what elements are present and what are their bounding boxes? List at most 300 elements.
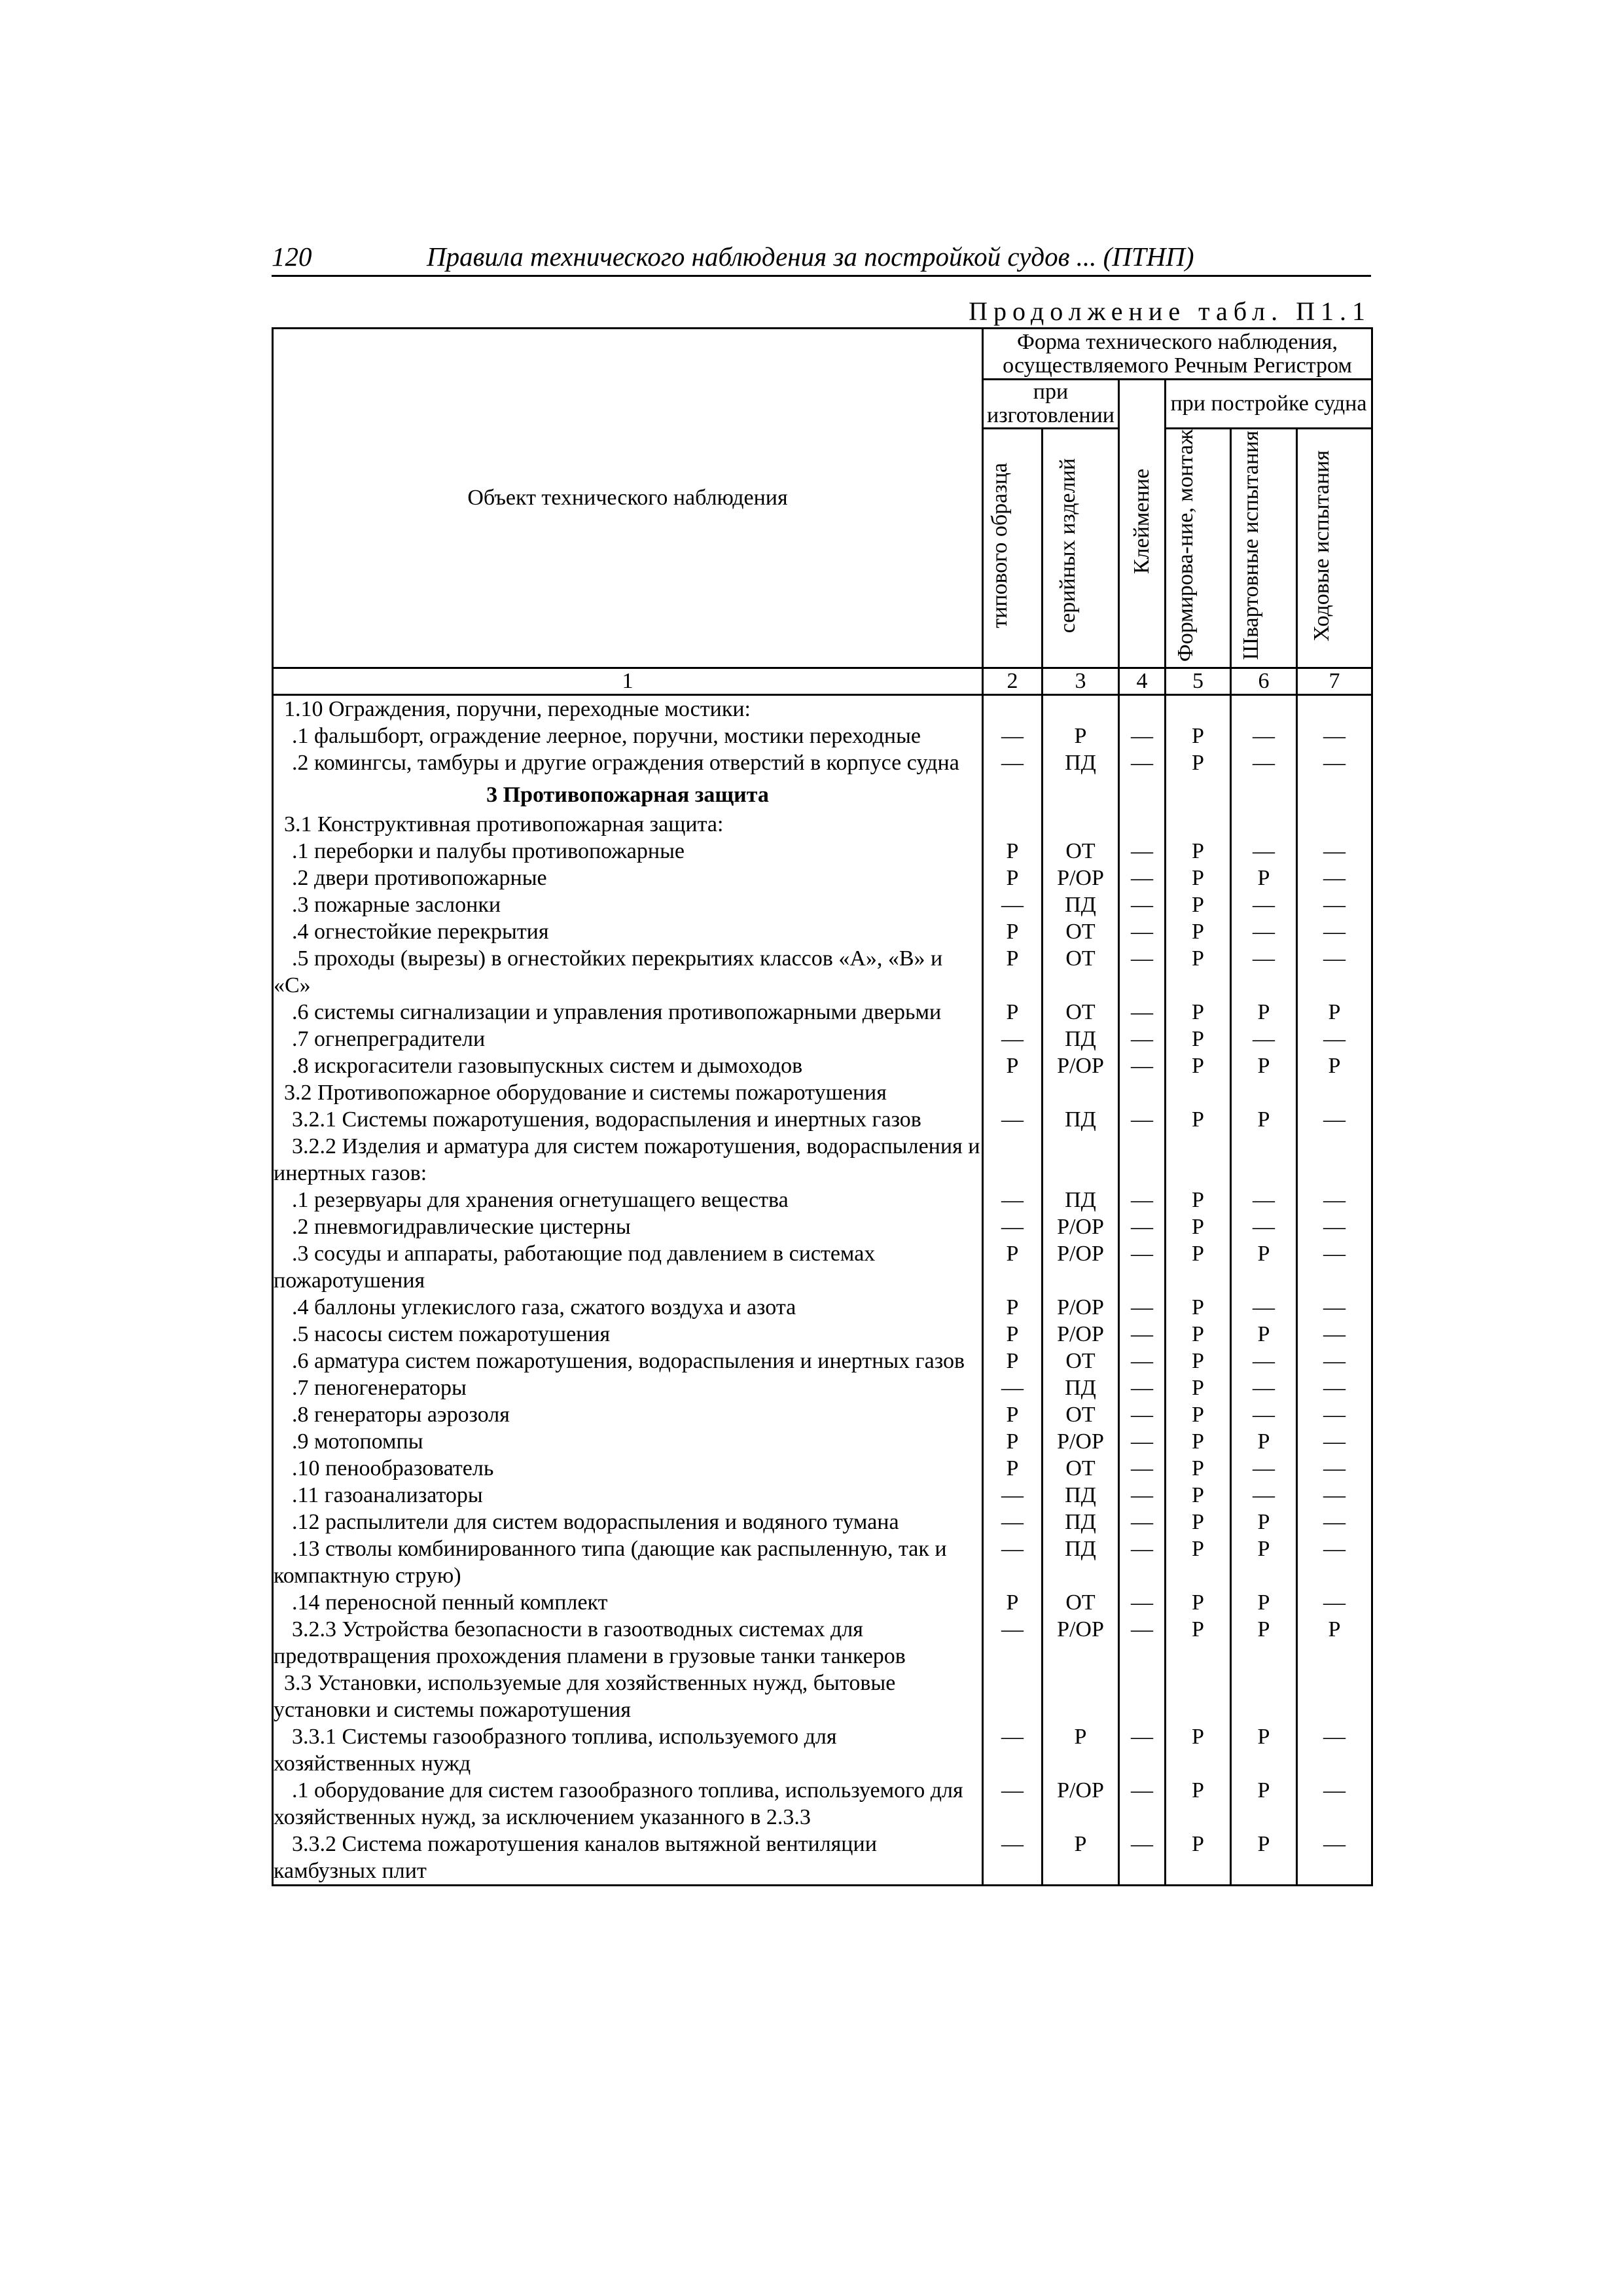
value-cell: Р bbox=[1297, 1616, 1372, 1670]
column-number: 7 bbox=[1297, 668, 1372, 695]
value-cell: — bbox=[1297, 1240, 1372, 1294]
value-cell: Р bbox=[1231, 1321, 1297, 1348]
object-cell: .2 двери противопожарные bbox=[273, 865, 983, 891]
column-number: 6 bbox=[1231, 668, 1297, 695]
table-row bbox=[273, 1777, 1372, 1831]
table-row bbox=[273, 945, 1372, 999]
value-cell: Р bbox=[1231, 1509, 1297, 1535]
object-cell: .5 проходы (вырезы) в огнестойких перекрытиях классов «А», «В» и «С» bbox=[273, 945, 983, 999]
value-cell: — bbox=[1231, 1455, 1297, 1482]
table-row bbox=[273, 749, 1372, 776]
value-cell: — bbox=[1119, 891, 1166, 918]
value-cell: — bbox=[1231, 723, 1297, 749]
object-cell: .10 пенообразователь bbox=[273, 1455, 983, 1482]
value-cell: Р bbox=[1166, 891, 1231, 918]
value-cell bbox=[983, 811, 1043, 838]
value-cell: Р bbox=[1166, 1831, 1231, 1886]
table-continuation-label: Продолжение табл. П1.1 bbox=[969, 296, 1371, 326]
object-cell: .12 распылители для систем водораспыления и водяного тумана bbox=[273, 1509, 983, 1535]
value-cell: — bbox=[1297, 1535, 1372, 1589]
value-cell bbox=[1166, 811, 1231, 838]
value-cell bbox=[1297, 776, 1372, 811]
object-cell: .3 пожарные заслонки bbox=[273, 891, 983, 918]
value-cell bbox=[1043, 811, 1119, 838]
table-row bbox=[273, 1052, 1372, 1079]
value-cell: — bbox=[1297, 1348, 1372, 1374]
value-cell: Р bbox=[1166, 1052, 1231, 1079]
table-row bbox=[273, 723, 1372, 749]
value-cell: — bbox=[1231, 1374, 1297, 1401]
value-cell: Р bbox=[1043, 723, 1119, 749]
value-cell: ОТ bbox=[1043, 1348, 1119, 1374]
value-cell: — bbox=[1297, 1428, 1372, 1455]
value-cell: ПД bbox=[1043, 1509, 1119, 1535]
value-cell: Р/ОР bbox=[1043, 1240, 1119, 1294]
section-heading: 3 Противопожарная защита bbox=[273, 776, 983, 811]
value-cell: — bbox=[1231, 1026, 1297, 1052]
value-cell: — bbox=[1297, 1213, 1372, 1240]
value-cell bbox=[1043, 1079, 1119, 1106]
value-cell: Р bbox=[983, 865, 1043, 891]
value-cell: — bbox=[1297, 891, 1372, 918]
value-cell: Р bbox=[983, 1052, 1043, 1079]
value-cell: Р bbox=[1166, 918, 1231, 945]
table-row bbox=[273, 918, 1372, 945]
value-cell: Р bbox=[1166, 749, 1231, 776]
value-cell: — bbox=[1297, 1777, 1372, 1831]
value-cell: Р/ОР bbox=[1043, 1321, 1119, 1348]
value-cell: — bbox=[983, 1535, 1043, 1589]
value-cell bbox=[1119, 695, 1166, 723]
value-cell bbox=[1231, 1079, 1297, 1106]
value-cell: Р bbox=[1166, 1401, 1231, 1428]
table-row bbox=[273, 1187, 1372, 1213]
value-cell: — bbox=[983, 749, 1043, 776]
value-cell bbox=[1231, 776, 1297, 811]
value-cell: — bbox=[1297, 1723, 1372, 1777]
value-cell: Р bbox=[1166, 1321, 1231, 1348]
value-cell: — bbox=[1231, 838, 1297, 865]
value-cell: Р bbox=[1043, 1831, 1119, 1886]
value-cell: — bbox=[1231, 1294, 1297, 1321]
value-cell: Р bbox=[983, 1321, 1043, 1348]
value-cell: Р bbox=[1166, 1374, 1231, 1401]
value-cell: Р bbox=[1231, 1240, 1297, 1294]
value-cell: — bbox=[983, 1509, 1043, 1535]
value-cell: — bbox=[1119, 1482, 1166, 1509]
table-row bbox=[273, 1723, 1372, 1777]
object-cell: .1 фальшборт, ограждение леерное, поручни, мостики переходные bbox=[273, 723, 983, 749]
object-cell: .1 резервуары для хранения огнетушащего вещества bbox=[273, 1187, 983, 1213]
value-cell bbox=[1043, 776, 1119, 811]
value-cell bbox=[1297, 1133, 1372, 1187]
object-cell: .8 искрогасители газовыпускных систем и дымоходов bbox=[273, 1052, 983, 1079]
value-cell: — bbox=[1119, 1455, 1166, 1482]
object-cell: .7 огнепреградители bbox=[273, 1026, 983, 1052]
value-cell: — bbox=[1119, 865, 1166, 891]
value-cell: — bbox=[1297, 1401, 1372, 1428]
object-cell: 3.2 Противопожарное оборудование и системы пожаротушения bbox=[273, 1079, 983, 1106]
forming-column-header: Формирова-ние, монтаж bbox=[1166, 429, 1231, 668]
value-cell: — bbox=[1231, 1401, 1297, 1428]
value-cell: Р bbox=[1231, 1589, 1297, 1616]
value-cell: — bbox=[1119, 749, 1166, 776]
value-cell: — bbox=[1297, 749, 1372, 776]
table-row bbox=[273, 1240, 1372, 1294]
value-cell: — bbox=[983, 1213, 1043, 1240]
object-cell: .5 насосы систем пожаротушения bbox=[273, 1321, 983, 1348]
value-cell: — bbox=[1119, 1616, 1166, 1670]
mooring-column-header: Швартовные испытания bbox=[1231, 429, 1297, 668]
value-cell: Р bbox=[1166, 1213, 1231, 1240]
value-cell: ПД bbox=[1043, 1106, 1119, 1133]
value-cell: Р bbox=[1166, 1723, 1231, 1777]
value-cell: Р bbox=[983, 1455, 1043, 1482]
value-cell: Р/ОР bbox=[1043, 1777, 1119, 1831]
value-cell: Р bbox=[1166, 1428, 1231, 1455]
value-cell: — bbox=[1119, 1401, 1166, 1428]
column-number: 1 bbox=[273, 668, 983, 695]
value-cell: — bbox=[983, 1831, 1043, 1886]
value-cell bbox=[1119, 776, 1166, 811]
value-cell bbox=[1166, 695, 1231, 723]
object-cell: .1 оборудование для систем газообразного топлива, используемого для хозяйственных нужд, за исключением указанного в 2.3.3 bbox=[273, 1777, 983, 1831]
value-cell bbox=[1297, 1670, 1372, 1723]
value-cell: — bbox=[1231, 749, 1297, 776]
table-row bbox=[273, 838, 1372, 865]
value-cell: — bbox=[1297, 1321, 1372, 1348]
value-cell: — bbox=[1231, 891, 1297, 918]
sea-trials-column-header: Ходовые испытания bbox=[1297, 429, 1372, 668]
table-row bbox=[273, 1670, 1372, 1723]
value-cell: — bbox=[1119, 723, 1166, 749]
value-cell bbox=[1119, 1079, 1166, 1106]
table-row bbox=[273, 1213, 1372, 1240]
value-cell bbox=[1231, 695, 1297, 723]
value-cell: ОТ bbox=[1043, 999, 1119, 1026]
value-cell bbox=[1297, 695, 1372, 723]
object-cell: .2 пневмогидравлические цистерны bbox=[273, 1213, 983, 1240]
value-cell bbox=[1043, 695, 1119, 723]
value-cell: Р bbox=[1231, 1535, 1297, 1589]
value-cell: Р bbox=[1166, 1106, 1231, 1133]
column-number: 3 bbox=[1043, 668, 1119, 695]
value-cell: — bbox=[1297, 838, 1372, 865]
value-cell: Р bbox=[1297, 1052, 1372, 1079]
table-row bbox=[273, 811, 1372, 838]
column-number: 5 bbox=[1166, 668, 1231, 695]
value-cell: ПД bbox=[1043, 891, 1119, 918]
value-cell: Р/ОР bbox=[1043, 1616, 1119, 1670]
object-cell: .13 стволы комбинированного типа (дающие как распыленную, так и компактную струю) bbox=[273, 1535, 983, 1589]
value-cell: — bbox=[1119, 838, 1166, 865]
value-cell bbox=[983, 1079, 1043, 1106]
form-group-header: Форма технического наблюдения, осуществляемого Речным Регистром bbox=[983, 329, 1372, 380]
object-cell: .9 мотопомпы bbox=[273, 1428, 983, 1455]
value-cell: — bbox=[1231, 1213, 1297, 1240]
value-cell: — bbox=[1231, 1348, 1297, 1374]
value-cell: Р bbox=[983, 1294, 1043, 1321]
value-cell: — bbox=[1119, 1052, 1166, 1079]
value-cell: ПД bbox=[1043, 1482, 1119, 1509]
value-cell: Р bbox=[1166, 723, 1231, 749]
value-cell bbox=[1231, 1133, 1297, 1187]
value-cell: Р bbox=[1231, 865, 1297, 891]
value-cell: — bbox=[983, 1482, 1043, 1509]
value-cell: Р bbox=[1166, 838, 1231, 865]
value-cell bbox=[1166, 1079, 1231, 1106]
table-row bbox=[273, 1106, 1372, 1133]
value-cell: — bbox=[1297, 1482, 1372, 1509]
object-cell: 1.10 Ограждения, поручни, переходные мостики: bbox=[273, 695, 983, 723]
object-cell: .6 системы сигнализации и управления противопожарными дверьми bbox=[273, 999, 983, 1026]
table-row bbox=[273, 1133, 1372, 1187]
value-cell: Р bbox=[1166, 1777, 1231, 1831]
value-cell bbox=[1166, 1670, 1231, 1723]
value-cell: Р/ОР bbox=[1043, 1213, 1119, 1240]
value-cell bbox=[1119, 1670, 1166, 1723]
value-cell: Р bbox=[983, 945, 1043, 999]
value-cell: Р bbox=[1231, 1616, 1297, 1670]
object-cell: .1 переборки и палубы противопожарные bbox=[273, 838, 983, 865]
value-cell: Р/ОР bbox=[1043, 865, 1119, 891]
table-row bbox=[273, 1321, 1372, 1348]
table-row bbox=[273, 1401, 1372, 1428]
value-cell: — bbox=[1119, 1187, 1166, 1213]
value-cell: — bbox=[1119, 1428, 1166, 1455]
value-cell: — bbox=[1297, 723, 1372, 749]
value-cell: Р bbox=[983, 1428, 1043, 1455]
value-cell: Р bbox=[983, 1401, 1043, 1428]
value-cell: — bbox=[983, 1616, 1043, 1670]
value-cell: Р bbox=[1231, 1723, 1297, 1777]
value-cell: ПД bbox=[1043, 1026, 1119, 1052]
table-row bbox=[273, 1616, 1372, 1670]
value-cell: ПД bbox=[1043, 1535, 1119, 1589]
value-cell: — bbox=[1119, 1348, 1166, 1374]
object-cell: .6 арматура систем пожаротушения, водораспыления и инертных газов bbox=[273, 1348, 983, 1374]
object-cell: .7 пеногенераторы bbox=[273, 1374, 983, 1401]
section-heading-row bbox=[273, 776, 1372, 811]
object-cell: .3 сосуды и аппараты, работающие под давлением в системах пожаротушения bbox=[273, 1240, 983, 1294]
table-row bbox=[273, 1428, 1372, 1455]
value-cell: Р bbox=[1166, 1348, 1231, 1374]
value-cell: Р bbox=[1166, 1482, 1231, 1509]
value-cell: Р/ОР bbox=[1043, 1052, 1119, 1079]
value-cell: — bbox=[1297, 1455, 1372, 1482]
value-cell: Р bbox=[1043, 1723, 1119, 1777]
value-cell: Р bbox=[983, 838, 1043, 865]
table-row bbox=[273, 999, 1372, 1026]
value-cell: — bbox=[1119, 1321, 1166, 1348]
object-cell: .2 комингсы, тамбуры и другие ограждения отверстий в корпусе судна bbox=[273, 749, 983, 776]
table-row bbox=[273, 1509, 1372, 1535]
marking-column-header: Клеймение bbox=[1119, 380, 1166, 668]
table-row bbox=[273, 695, 1372, 723]
value-cell: Р bbox=[1231, 999, 1297, 1026]
value-cell: Р bbox=[1231, 1106, 1297, 1133]
value-cell: — bbox=[1119, 1723, 1166, 1777]
value-cell: — bbox=[1297, 1374, 1372, 1401]
value-cell bbox=[1166, 776, 1231, 811]
value-cell bbox=[1043, 1670, 1119, 1723]
value-cell: Р bbox=[1166, 1535, 1231, 1589]
value-cell: Р/ОР bbox=[1043, 1294, 1119, 1321]
table-row bbox=[273, 1455, 1372, 1482]
object-cell: .4 огнестойкие перекрытия bbox=[273, 918, 983, 945]
table-row bbox=[273, 1348, 1372, 1374]
construction-group-header: при постройке судна bbox=[1166, 380, 1372, 429]
value-cell: ПД bbox=[1043, 749, 1119, 776]
value-cell: Р bbox=[1166, 1187, 1231, 1213]
object-cell: .11 газоанализаторы bbox=[273, 1482, 983, 1509]
value-cell: — bbox=[983, 1777, 1043, 1831]
table-row bbox=[273, 1026, 1372, 1052]
value-cell: — bbox=[1231, 1482, 1297, 1509]
value-cell: ОТ bbox=[1043, 945, 1119, 999]
value-cell: ОТ bbox=[1043, 1455, 1119, 1482]
table-row bbox=[273, 1374, 1372, 1401]
value-cell: Р bbox=[1231, 1831, 1297, 1886]
value-cell: ОТ bbox=[1043, 1401, 1119, 1428]
value-cell: Р bbox=[1297, 999, 1372, 1026]
value-cell bbox=[1119, 811, 1166, 838]
object-column-header: Объект технического наблюдения bbox=[273, 329, 983, 668]
value-cell: — bbox=[1119, 1026, 1166, 1052]
value-cell: Р bbox=[1166, 999, 1231, 1026]
value-cell bbox=[1231, 811, 1297, 838]
object-cell: 3.1 Конструктивная противопожарная защита: bbox=[273, 811, 983, 838]
value-cell bbox=[983, 695, 1043, 723]
value-cell: Р bbox=[1231, 1777, 1297, 1831]
value-cell: — bbox=[1119, 1213, 1166, 1240]
object-cell: .8 генераторы аэрозоля bbox=[273, 1401, 983, 1428]
value-cell: ОТ bbox=[1043, 1589, 1119, 1616]
value-cell: — bbox=[1119, 1777, 1166, 1831]
value-cell: — bbox=[983, 723, 1043, 749]
table-row bbox=[273, 1831, 1372, 1886]
value-cell: Р/ОР bbox=[1043, 1428, 1119, 1455]
value-cell bbox=[1166, 1133, 1231, 1187]
value-cell: — bbox=[1119, 1589, 1166, 1616]
value-cell: — bbox=[1297, 1294, 1372, 1321]
value-cell: Р bbox=[1166, 865, 1231, 891]
value-cell: — bbox=[1119, 999, 1166, 1026]
object-cell: .14 переносной пенный комплект bbox=[273, 1589, 983, 1616]
value-cell: Р bbox=[983, 1240, 1043, 1294]
value-cell: — bbox=[1297, 1187, 1372, 1213]
value-cell bbox=[1297, 811, 1372, 838]
value-cell: Р bbox=[983, 918, 1043, 945]
value-cell: — bbox=[1297, 865, 1372, 891]
value-cell: — bbox=[1297, 1589, 1372, 1616]
value-cell: — bbox=[983, 1374, 1043, 1401]
value-cell: — bbox=[1119, 1294, 1166, 1321]
value-cell: — bbox=[983, 1187, 1043, 1213]
value-cell bbox=[1297, 1079, 1372, 1106]
value-cell: Р bbox=[1166, 945, 1231, 999]
object-cell: .4 баллоны углекислого газа, сжатого воздуха и азота bbox=[273, 1294, 983, 1321]
value-cell: — bbox=[1297, 945, 1372, 999]
value-cell: Р bbox=[1166, 1616, 1231, 1670]
table-row bbox=[273, 1482, 1372, 1509]
value-cell bbox=[1119, 1133, 1166, 1187]
object-cell: 3.3.2 Система пожаротушения каналов вытяжной вентиляции камбузных плит bbox=[273, 1831, 983, 1886]
value-cell: — bbox=[1119, 1374, 1166, 1401]
manufacture-group-header: при изготовлении bbox=[983, 380, 1119, 429]
value-cell: — bbox=[1231, 918, 1297, 945]
object-cell: 3.3.1 Системы газообразного топлива, используемого для хозяйственных нужд bbox=[273, 1723, 983, 1777]
type-sample-column-header: типового образца bbox=[983, 429, 1043, 668]
value-cell: — bbox=[1297, 1831, 1372, 1886]
value-cell: — bbox=[983, 1106, 1043, 1133]
table-row bbox=[273, 865, 1372, 891]
serial-column-header: серийных изделий bbox=[1043, 429, 1119, 668]
value-cell: Р bbox=[1166, 1589, 1231, 1616]
column-number: 4 bbox=[1119, 668, 1166, 695]
value-cell: Р bbox=[1166, 1240, 1231, 1294]
value-cell: — bbox=[1119, 945, 1166, 999]
table-row bbox=[273, 1079, 1372, 1106]
value-cell: ПД bbox=[1043, 1374, 1119, 1401]
value-cell: ОТ bbox=[1043, 838, 1119, 865]
value-cell: Р bbox=[983, 999, 1043, 1026]
object-cell: 3.2.3 Устройства безопасности в газоотводных системах для предотвращения прохождения пламени в грузовые танки танкеров bbox=[273, 1616, 983, 1670]
value-cell: Р bbox=[1166, 1509, 1231, 1535]
value-cell bbox=[983, 1670, 1043, 1723]
value-cell: — bbox=[983, 891, 1043, 918]
running-title: Правила технического наблюдения за постройкой судов ... (ПТНП) bbox=[427, 242, 1194, 272]
object-cell: 3.2.2 Изделия и арматура для систем пожаротушения, водораспыления и инертных газов: bbox=[273, 1133, 983, 1187]
supervision-table bbox=[272, 327, 1373, 1886]
value-cell: Р bbox=[983, 1348, 1043, 1374]
column-number: 2 bbox=[983, 668, 1043, 695]
value-cell: Р bbox=[1231, 1428, 1297, 1455]
object-cell: 3.3 Установки, используемые для хозяйственных нужд, бытовые установки и системы пожаротушения bbox=[273, 1670, 983, 1723]
table-row bbox=[273, 1589, 1372, 1616]
value-cell: — bbox=[1231, 1187, 1297, 1213]
value-cell: — bbox=[1297, 1509, 1372, 1535]
value-cell: — bbox=[1297, 1106, 1372, 1133]
value-cell: ОТ bbox=[1043, 918, 1119, 945]
object-cell: 3.2.1 Системы пожаротушения, водораспыления и инертных газов bbox=[273, 1106, 983, 1133]
value-cell: — bbox=[983, 1723, 1043, 1777]
table-row bbox=[273, 1294, 1372, 1321]
value-cell: — bbox=[1119, 918, 1166, 945]
value-cell: — bbox=[1119, 1535, 1166, 1589]
value-cell bbox=[1043, 1133, 1119, 1187]
page-number: 120 bbox=[272, 242, 312, 272]
value-cell: Р bbox=[983, 1589, 1043, 1616]
column-number-row bbox=[273, 668, 1372, 695]
value-cell: — bbox=[983, 1026, 1043, 1052]
value-cell bbox=[1231, 1670, 1297, 1723]
value-cell: — bbox=[1231, 945, 1297, 999]
value-cell: — bbox=[1119, 1831, 1166, 1886]
page-header bbox=[272, 241, 1371, 277]
value-cell: Р bbox=[1166, 1026, 1231, 1052]
value-cell: — bbox=[1119, 1106, 1166, 1133]
value-cell bbox=[983, 1133, 1043, 1187]
value-cell: ПД bbox=[1043, 1187, 1119, 1213]
value-cell: — bbox=[1297, 918, 1372, 945]
value-cell: — bbox=[1119, 1240, 1166, 1294]
value-cell: — bbox=[1119, 1509, 1166, 1535]
value-cell: Р bbox=[1166, 1294, 1231, 1321]
value-cell: Р bbox=[1231, 1052, 1297, 1079]
value-cell: — bbox=[1297, 1026, 1372, 1052]
value-cell: Р bbox=[1166, 1455, 1231, 1482]
